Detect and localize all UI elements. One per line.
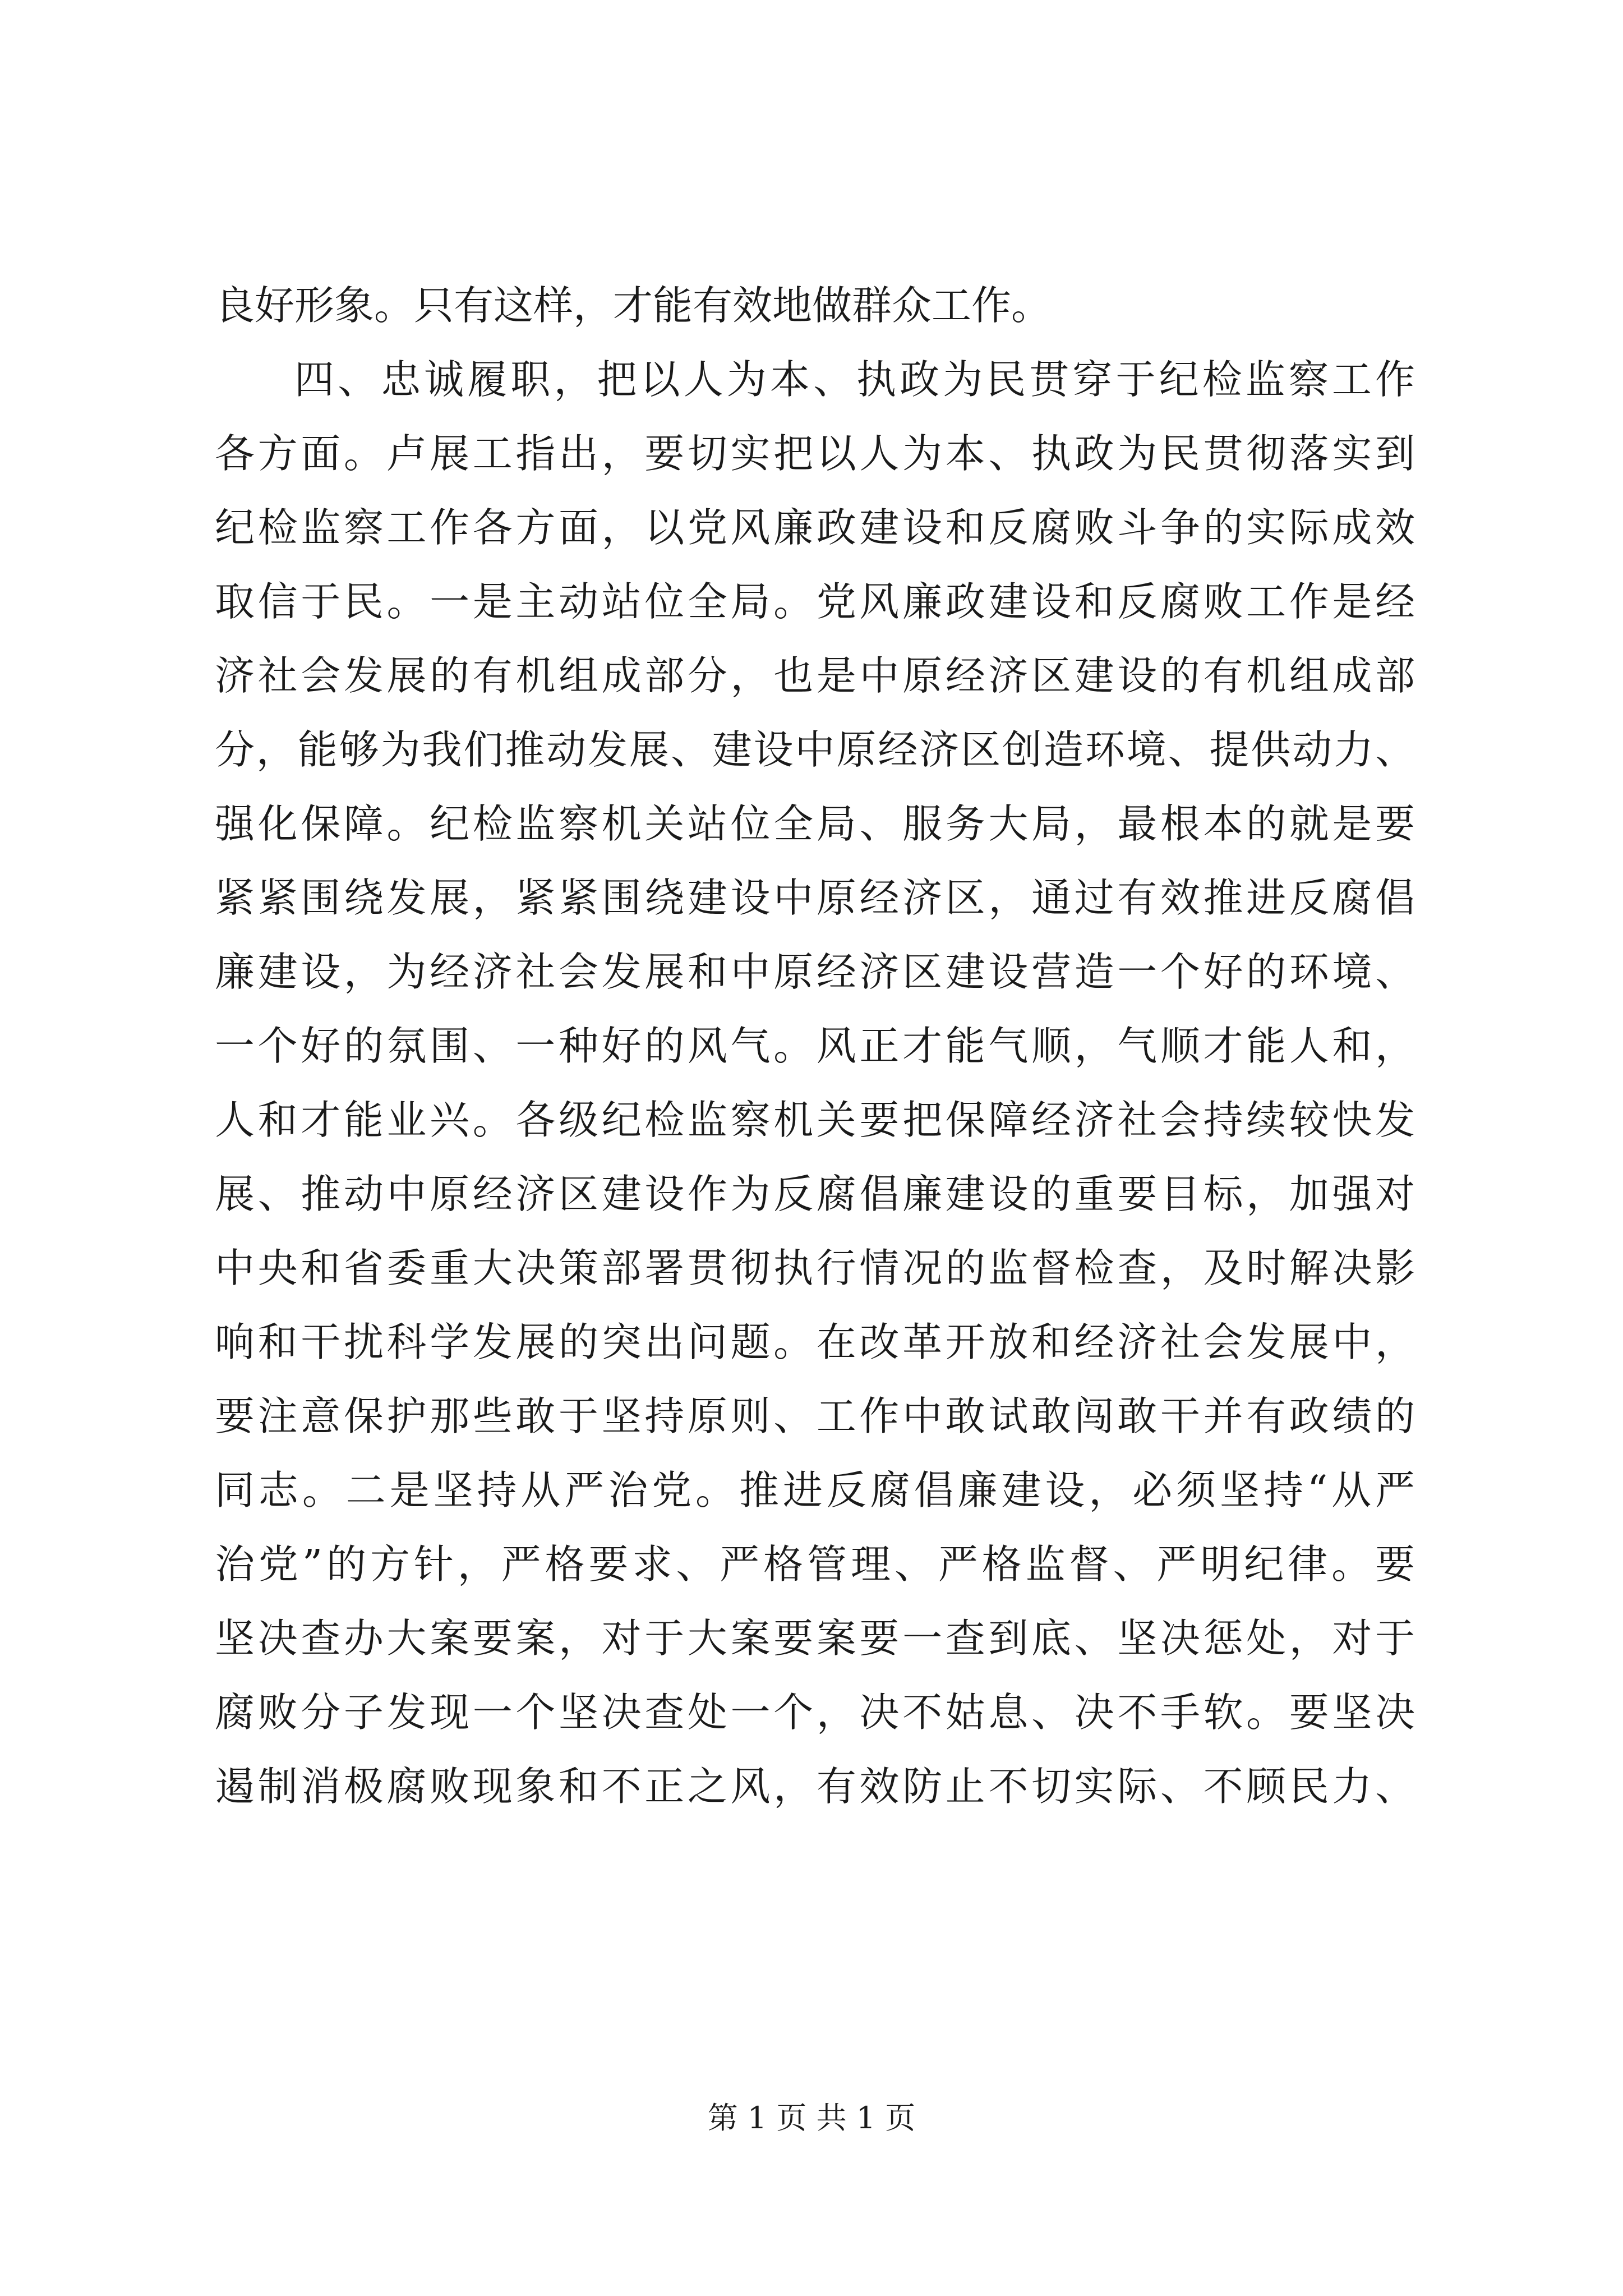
- text-line: 强化保障。纪检监察机关站位全局、服务大局，最根本的就是要: [215, 800, 1415, 847]
- text-line: 各方面。卢展工指出，要切实把以人为本、执政为民贯彻落实到: [215, 430, 1415, 477]
- text-line: 纪检监察工作各方面，以党风廉政建设和反腐败斗争的实际成效: [215, 504, 1415, 551]
- page-number-footer: 第 1 页 共 1 页: [707, 2100, 916, 2136]
- text-line: 遏制消极腐败现象和不正之风，有效防止不切实际、不顾民力、: [215, 1763, 1415, 1810]
- text-line: 分，能够为我们推动发展、建设中原经济区创造环境、提供动力、: [215, 726, 1415, 773]
- text-line: 济社会发展的有机组成部分，也是中原经济区建设的有机组成部: [215, 652, 1415, 699]
- text-line: 一个好的氛围、一种好的风气。风正才能气顺，气顺才能人和，: [215, 1023, 1415, 1069]
- text-line: 要注意保护那些敢于坚持原则、工作中敢试敢闯敢干并有政绩的: [215, 1393, 1415, 1439]
- text-line: 紧紧围绕发展，紧紧围绕建设中原经济区，通过有效推进反腐倡: [215, 875, 1415, 921]
- text-line: 良好形象。只有这样，才能有效地做群众工作。: [215, 282, 1052, 329]
- text-line: 取信于民。一是主动站位全局。党风廉政建设和反腐败工作是经: [215, 578, 1415, 625]
- text-line: 腐败分子发现一个坚决查处一个，决不姑息、决不手软。要坚决: [215, 1689, 1415, 1736]
- text-line: 响和干扰科学发展的突出问题。在改革开放和经济社会发展中，: [215, 1319, 1415, 1365]
- body-text: [215, 269, 1415, 1824]
- text-line: 治党”的方针，严格要求、严格管理、严格监督、严明纪律。要: [215, 1541, 1415, 1588]
- text-line: 人和才能业兴。各级纪检监察机关要把保障经济社会持续较快发: [215, 1097, 1415, 1143]
- text-line: 四、忠诚履职，把以人为本、执政为民贯穿于纪检监察工作: [294, 356, 1415, 403]
- text-line: 坚决查办大案要案，对于大案要案要一查到底、坚决惩处，对于: [215, 1615, 1415, 1662]
- text-line: 中央和省委重大决策部署贯彻执行情况的监督检查，及时解决影: [215, 1245, 1415, 1291]
- text-line: 展、推动中原经济区建设作为反腐倡廉建设的重要目标，加强对: [215, 1171, 1415, 1217]
- text-line: 同志。二是坚持从严治党。推进反腐倡廉建设，必须坚持“从严: [215, 1467, 1415, 1513]
- text-line: 廉建设，为经济社会发展和中原经济区建设营造一个好的环境、: [215, 949, 1415, 995]
